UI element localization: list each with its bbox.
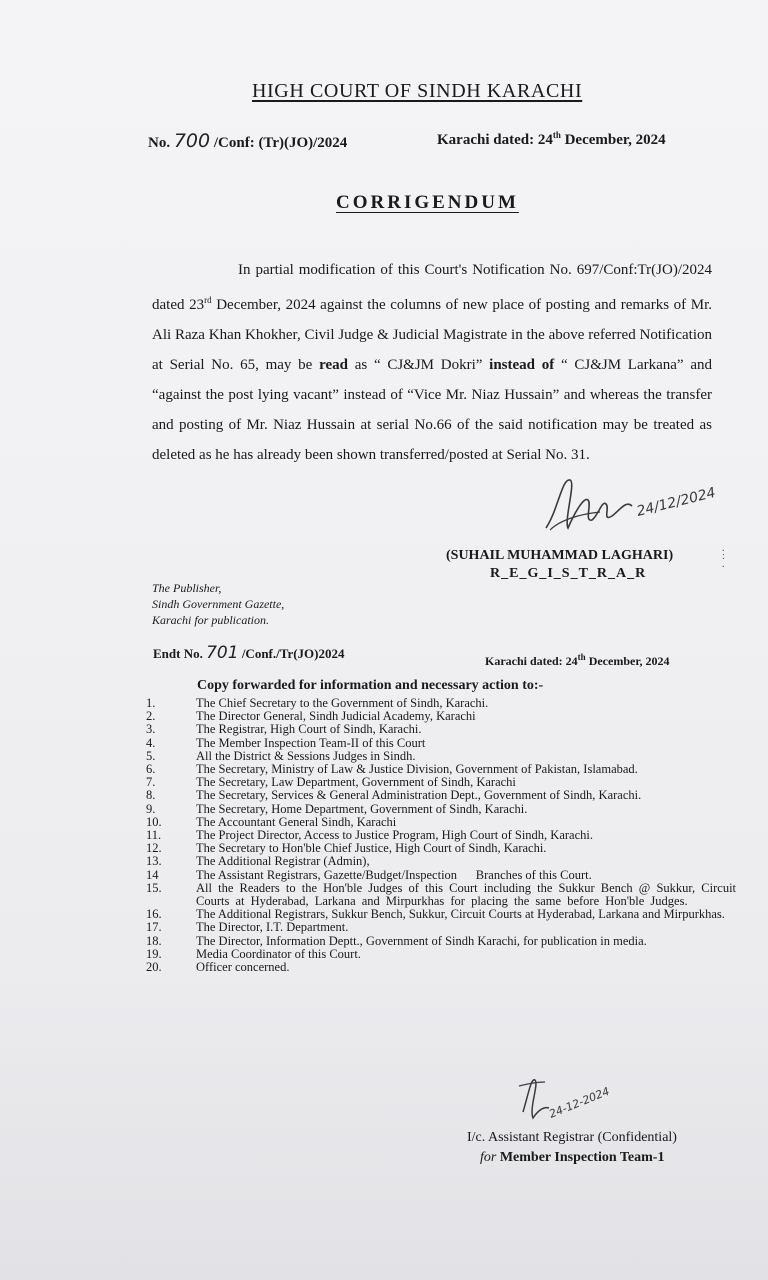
body-read-word: read [319,357,348,373]
list-item [146,921,746,934]
item-number: 15. [146,880,162,895]
item-text: The Director General, Sindh Judicial Academy, Karachi [196,709,476,724]
body-part-2: December, 2024 against the columns of new place of posting and remarks of Mr. Ali Raza Khan Khokher, Civil Judge & Judicial Magistrate in the above referred Notification at Serial No. 65, may be [152,297,712,373]
item-number: 17. [146,920,162,935]
item-number: 19. [146,946,162,961]
margin-marks: . : . [722,543,725,570]
registrar-title: R_E_G_I_S_T_R_A_R [490,566,647,581]
date-month-year: December, 2024 [560,132,666,148]
item-number: 9. [146,801,156,816]
item-text: The Secretary to Hon'ble Chief Justice, High Court of Sindh, Karachi. [196,841,547,856]
ref-suffix: /Conf: (Tr)(JO)/2024 [213,135,348,151]
endorsement-number [153,643,344,663]
list-item [146,882,746,908]
body-part-1: In partial modification of this Court's Notification No. 697/Conf:Tr(JO)/2024 dated 23 [152,262,712,313]
signature-date: 24/12/2024 [635,484,718,520]
item-number: 8. [146,788,156,803]
assistant-initials-signature [515,1072,635,1128]
notification-date [437,130,666,149]
item-text: The Secretary, Home Department, Government of Sindh, Karachi. [196,801,528,816]
item-number: 3. [146,722,156,737]
item-number: 13. [146,854,162,869]
endt-prefix: Endt No. [153,646,203,661]
item-number: 1. [146,696,156,710]
item-text: The Director, I.T. Department. [196,920,349,935]
member-inspection-team: Member Inspection Team-1 [496,1150,665,1165]
copy-forwarded-heading: Copy forwarded for information and necessary action to:- [197,678,544,693]
list-item [146,723,746,736]
list-item [146,789,746,802]
item-text: The Accountant General Sindh, Karachi [196,814,397,829]
assistant-registrar-title: I/c. Assistant Registrar (Confidential) [467,1130,677,1145]
ref-prefix: No. [148,135,171,151]
item-number: 4. [146,735,156,750]
item-number: 14 [146,867,159,882]
publisher-address [152,580,284,628]
list-item [146,961,746,974]
item-text: The Project Director, Access to Justice Program, High Court of Sindh, Karachi. [196,828,593,843]
recipient-list [146,697,746,974]
item-text: The Member Inspection Team-II of this Court [196,735,426,750]
item-number: 12. [146,841,162,856]
item-text: The Registrar, High Court of Sindh, Karachi. [196,722,422,737]
list-item [146,803,746,816]
body-part-3: as “ CJ&JM Dokri” [347,357,490,373]
item-text: All the District & Sessions Judges in Sindh. [196,748,416,763]
date-sup: th [552,130,561,140]
corrigendum-body [152,255,712,470]
assistant-registrar-for [480,1150,664,1166]
court-title: HIGH COURT OF SINDH KARACHI [252,80,583,102]
item-number: 18. [146,933,162,948]
item-text: The Chief Secretary to the Government of Sindh, Karachi. [196,696,489,710]
item-text: The Secretary, Services & General Administration Dept., Government of Sindh, Karachi. [196,788,642,803]
list-item [146,869,746,882]
item-number: 10. [146,814,162,829]
endt-date-month: December, 2024 [585,654,670,668]
registrar-signature [540,470,720,540]
body-part-4: “ CJ&JM Larkana” and “against the post lying vacant” instead of “Vice Mr. Niaz Hussain” and whereas the transfer and posting of Mr. Niaz Hussain at serial No.66 of the said notification may be treated as deleted as he has already been shown transferred/posted at Serial No. 31. [152,357,712,463]
publisher-line: Sindh Government Gazette, [152,597,285,611]
body-sup: rd [204,295,212,305]
list-item [146,935,746,948]
endt-date-sup: th [577,652,586,662]
handwritten-ref-number: 700 [173,130,211,152]
handwritten-endt-number: 701 [206,643,239,663]
list-item [146,737,746,750]
item-number: 5. [146,748,156,763]
item-number: 16. [146,907,162,922]
item-number: 20. [146,960,162,975]
registrar-name: (SUHAIL MUHAMMAD LAGHARI) [446,548,674,563]
item-number: 7. [146,775,156,790]
item-number: 2. [146,709,156,724]
body-instead-of: instead of [489,357,555,373]
item-text: The Secretary, Law Department, Government of Sindh, Karachi [196,775,516,790]
endt-suffix: /Conf./Tr(JO)2024 [241,646,345,661]
item-text: All the Readers to the Hon'ble Judges of this Court including the Sukkur Bench @ Sukkur, Circuit Courts at Hyderabad, Larkana and Mirpurkhas for placing the same before Hon'ble Judges. [196,880,737,909]
item-text: Media Coordinator of this Court. [196,946,361,961]
item-text: The Assistant Registrars, Gazette/Budget/Inspection Branches of this Court. [196,867,592,882]
publisher-line: The Publisher, [152,581,222,595]
item-text: The Additional Registrar (Admin), [196,854,370,869]
date-text: Karachi dated: 24 [437,132,553,148]
item-text: Officer concerned. [196,960,290,975]
list-item [146,855,746,868]
initials-date: 24-12-2024 [547,1084,612,1121]
endorsement-date [485,652,670,669]
item-number: 6. [146,762,156,777]
corrigendum-heading: CORRIGENDUM [336,192,519,213]
reference-number [148,130,347,152]
endt-date-text: Karachi dated: 24 [485,654,578,668]
item-text: The Secretary, Ministry of Law & Justice Division, Government of Pakistan, Islamabad. [196,762,638,777]
item-text: The Additional Registrars, Sukkur Bench, Sukkur, Circuit Courts at Hyderabad, Larkana and Mirpurkhas. [196,907,725,922]
publisher-line: Karachi for publication. [152,613,269,627]
item-text: The Director, Information Deptt., Government of Sindh Karachi, for publication in media. [196,933,647,948]
item-number: 11. [146,828,162,843]
for-word: for [480,1150,497,1165]
